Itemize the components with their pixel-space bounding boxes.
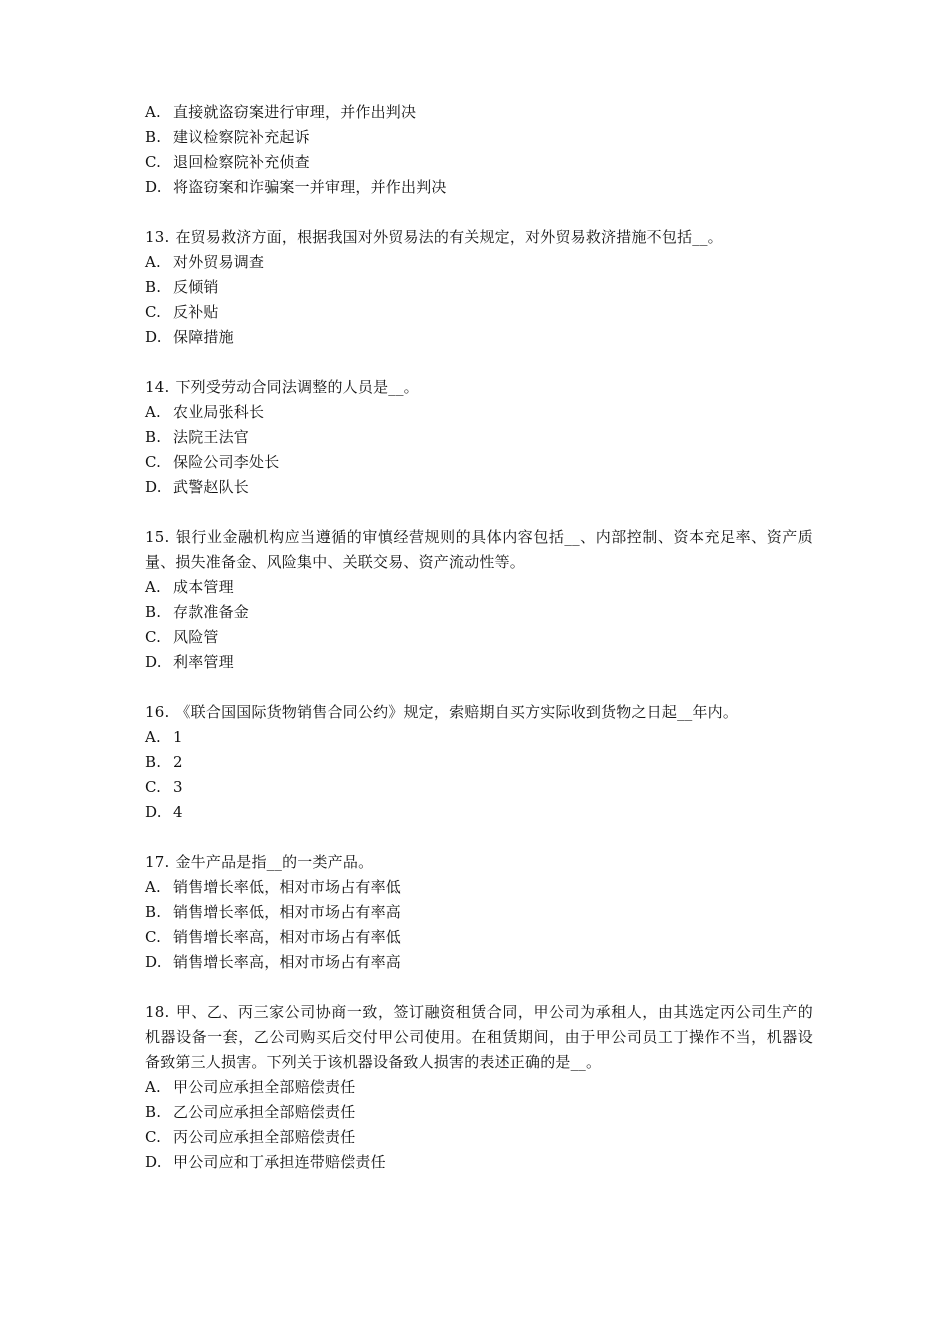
option-text: 反倾销 <box>173 278 219 296</box>
option-text: 销售增长率低，相对市场占有率低 <box>173 878 402 896</box>
option-text: 乙公司应承担全部赔偿责任 <box>173 1103 356 1121</box>
option-d <box>145 325 813 350</box>
option-d <box>145 175 813 200</box>
option-label: C. <box>145 153 162 171</box>
option-text: 销售增长率高，相对市场占有率低 <box>173 928 402 946</box>
question-block-15 <box>145 525 813 675</box>
option-label: C. <box>145 628 162 646</box>
option-label: A. <box>145 1078 162 1096</box>
option-text: 对外贸易调查 <box>173 253 265 271</box>
option-label: C. <box>145 778 162 796</box>
option-a <box>145 100 813 125</box>
option-c <box>145 775 813 800</box>
question-body: 在贸易救济方面，根据我国对外贸易法的有关规定，对外贸易救济措施不包括__。 <box>175 228 723 246</box>
question-number: 17. <box>145 853 170 871</box>
question-number: 16. <box>145 703 170 721</box>
option-label: B. <box>145 753 162 771</box>
option-c <box>145 1125 813 1150</box>
question-text <box>145 850 813 875</box>
option-text: 存款准备金 <box>173 603 250 621</box>
option-c <box>145 450 813 475</box>
option-label: D. <box>145 953 162 971</box>
option-text: 甲公司应承担全部赔偿责任 <box>173 1078 356 1096</box>
option-text: 建议检察院补充起诉 <box>173 128 310 146</box>
question-body: 甲、乙、丙三家公司协商一致，签订融资租赁合同，甲公司为承租人，由其选定丙公司生产的机器设备一套，乙公司购买后交付甲公司使用。在租赁期间，由于甲公司员工丁操作不当，机器设备致第三人损害。下列关于该机器设备致人损害的表述正确的是__。 <box>145 1003 813 1071</box>
option-label: B. <box>145 903 162 921</box>
option-d <box>145 950 813 975</box>
option-text: 销售增长率高，相对市场占有率高 <box>173 953 402 971</box>
option-label: A. <box>145 403 162 421</box>
document-page <box>145 100 813 1200</box>
question-block-14 <box>145 375 813 500</box>
option-b <box>145 900 813 925</box>
question-block-17 <box>145 850 813 975</box>
question-body: 银行业金融机构应当遵循的审慎经营规则的具体内容包括__、内部控制、资本充足率、资产质量、损失准备金、风险集中、关联交易、资产流动性等。 <box>145 528 813 571</box>
option-label: A. <box>145 728 162 746</box>
option-b <box>145 425 813 450</box>
question-text <box>145 225 813 250</box>
option-label: D. <box>145 178 162 196</box>
option-a <box>145 400 813 425</box>
option-label: A. <box>145 578 162 596</box>
option-d <box>145 800 813 825</box>
option-label: B. <box>145 428 162 446</box>
question-number: 14. <box>145 378 170 396</box>
question-number: 15. <box>145 528 170 546</box>
option-label: C. <box>145 453 162 471</box>
option-text: 农业局张科长 <box>173 403 265 421</box>
option-text: 甲公司应和丁承担连带赔偿责任 <box>173 1153 386 1171</box>
question-number: 13. <box>145 228 170 246</box>
question-text <box>145 525 813 575</box>
question-block-13 <box>145 225 813 350</box>
option-b <box>145 275 813 300</box>
option-label: A. <box>145 103 162 121</box>
option-label: C. <box>145 303 162 321</box>
option-text: 丙公司应承担全部赔偿责任 <box>173 1128 356 1146</box>
question-text <box>145 375 813 400</box>
option-text: 反补贴 <box>173 303 219 321</box>
option-label: B. <box>145 278 162 296</box>
option-text: 退回检察院补充侦查 <box>173 153 310 171</box>
option-b <box>145 600 813 625</box>
option-a <box>145 250 813 275</box>
option-label: C. <box>145 928 162 946</box>
question-number: 18. <box>145 1003 170 1021</box>
option-d <box>145 1150 813 1175</box>
option-a <box>145 725 813 750</box>
option-b <box>145 1100 813 1125</box>
option-b <box>145 750 813 775</box>
option-text: 成本管理 <box>173 578 234 596</box>
option-label: B. <box>145 128 162 146</box>
option-a <box>145 575 813 600</box>
option-c <box>145 925 813 950</box>
question-body: 下列受劳动合同法调整的人员是__。 <box>175 378 419 396</box>
option-c <box>145 625 813 650</box>
option-label: B. <box>145 1103 162 1121</box>
option-text: 销售增长率低，相对市场占有率高 <box>173 903 402 921</box>
option-a <box>145 1075 813 1100</box>
option-text: 直接就盗窃案进行审理，并作出判决 <box>173 103 417 121</box>
option-text: 4 <box>173 803 183 821</box>
option-c <box>145 150 813 175</box>
option-label: D. <box>145 653 162 671</box>
question-text <box>145 700 813 725</box>
option-label: A. <box>145 878 162 896</box>
option-label: A. <box>145 253 162 271</box>
option-text: 将盗窃案和诈骗案一并审理，并作出判决 <box>173 178 447 196</box>
option-a <box>145 875 813 900</box>
option-text: 风险管 <box>173 628 219 646</box>
option-label: D. <box>145 328 162 346</box>
option-label: D. <box>145 1153 162 1171</box>
option-text: 3 <box>173 778 183 796</box>
option-text: 法院王法官 <box>173 428 250 446</box>
question-body: 金牛产品是指__的一类产品。 <box>175 853 374 871</box>
option-label: D. <box>145 478 162 496</box>
question-block-16 <box>145 700 813 825</box>
question-block-12-options <box>145 100 813 200</box>
option-b <box>145 125 813 150</box>
option-label: B. <box>145 603 162 621</box>
option-text: 武警赵队长 <box>173 478 250 496</box>
option-text: 2 <box>173 753 183 771</box>
option-label: D. <box>145 803 162 821</box>
option-text: 利率管理 <box>173 653 234 671</box>
option-text: 1 <box>173 728 183 746</box>
option-d <box>145 650 813 675</box>
option-d <box>145 475 813 500</box>
question-block-18 <box>145 1000 813 1175</box>
option-text: 保险公司李处长 <box>173 453 280 471</box>
option-text: 保障措施 <box>173 328 234 346</box>
option-label: C. <box>145 1128 162 1146</box>
question-text <box>145 1000 813 1075</box>
option-c <box>145 300 813 325</box>
question-body: 《联合国国际货物销售合同公约》规定，索赔期自买方实际收到货物之日起__年内。 <box>175 703 739 721</box>
